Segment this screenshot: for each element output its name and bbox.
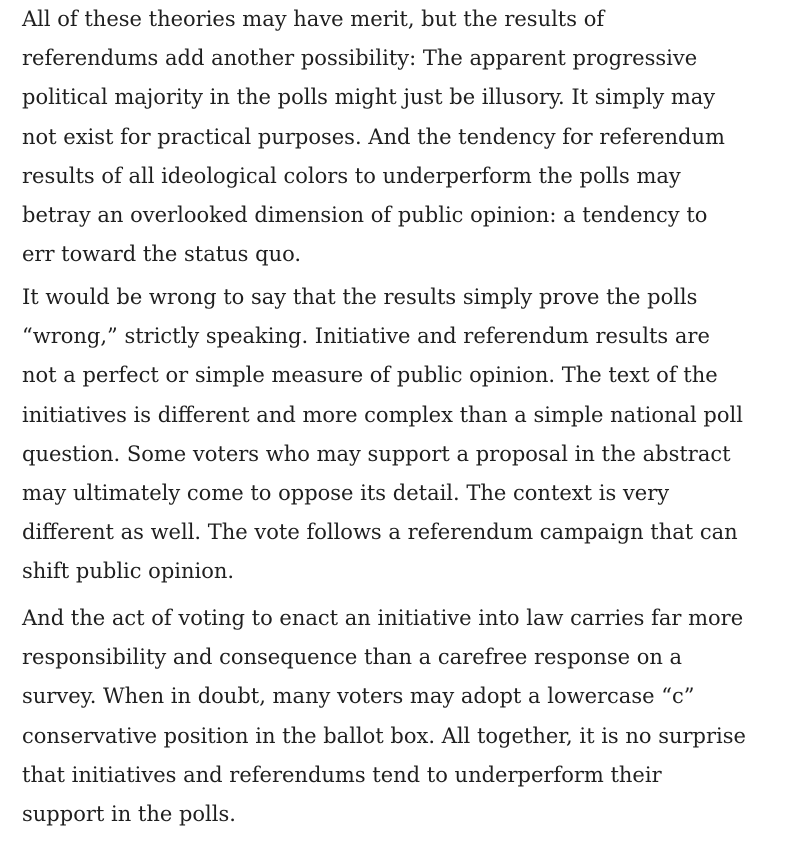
text-line: support in the polls. [22,801,236,826]
text-line: referendums add another possibility: The apparent progressive [22,46,698,71]
paragraph-3 [22,599,746,834]
text-line: “wrong,” strictly speaking. Initiative and referendum results are [22,324,710,349]
text-line: All of these theories may have merit, but the results of [22,7,605,31]
text-line: not a perfect or simple measure of public opinion. The text of the [22,363,718,388]
text-line: that initiatives and referendums tend to underperform their [22,762,662,787]
paragraph-2 [22,278,743,592]
text-line: err toward the status quo. [22,242,302,267]
text-line: survey. When in doubt, many voters may adopt a lowercase “c” [22,684,695,709]
text-line: It would be wrong to say that the results simply prove the polls [22,285,698,309]
text-line: political majority in the polls might just be illusory. It simply may [22,85,716,110]
text-line: results of all ideological colors to underperform the polls may [22,163,681,188]
text-line: different as well. The vote follows a referendum campaign that can [22,520,738,545]
text-line: may ultimately come to oppose its detail. The context is very [22,480,670,505]
text-line: shift public opinion. [22,559,235,584]
text-line: betray an overlooked dimension of public opinion: a tendency to [22,202,708,227]
text-line: responsibility and consequence than a carefree response on a [22,645,683,670]
paragraph-1 [22,0,725,274]
text-line: conservative position in the ballot box. All together, it is no surprise [22,723,746,748]
text-line: not exist for practical purposes. And the tendency for referendum [22,124,725,149]
text-line: initiatives is different and more complex than a simple national poll [22,402,743,427]
text-line: And the act of voting to enact an initiative into law carries far more [22,606,744,630]
text-line: question. Some voters who may support a proposal in the abstract [22,441,731,466]
